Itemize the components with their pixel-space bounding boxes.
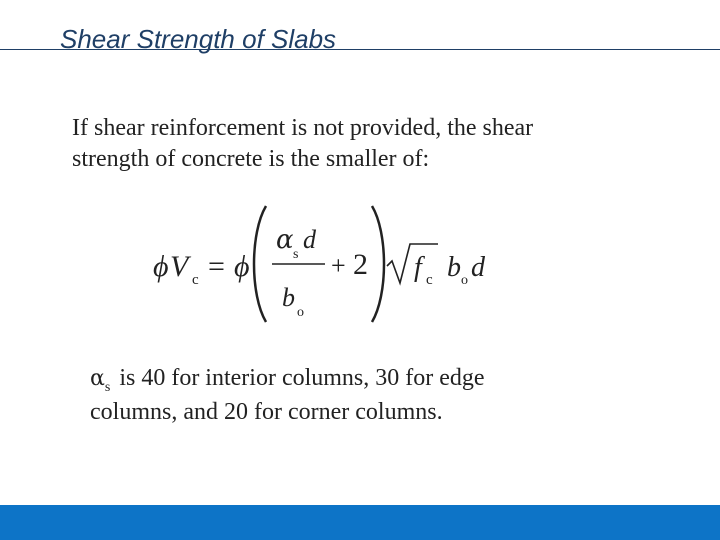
two-number: 2 bbox=[353, 248, 368, 281]
intro-line-2: strength of concrete is the smaller of: bbox=[72, 146, 430, 172]
right-paren bbox=[372, 206, 384, 322]
alpha-note bbox=[90, 363, 630, 428]
s-subscript-note: s bbox=[104, 380, 111, 395]
b-denominator: b bbox=[282, 283, 295, 312]
note-line-1-text: is 40 for interior columns, 30 for edge bbox=[113, 365, 485, 391]
slide-title: Shear Strength of Slabs bbox=[60, 24, 337, 54]
s-subscript: s bbox=[293, 247, 299, 262]
equals-sign: = bbox=[208, 250, 225, 283]
o-subscript-2: o bbox=[461, 273, 468, 288]
v-symbol: V bbox=[170, 250, 189, 283]
d-symbol: d bbox=[303, 225, 316, 254]
plus-sign: + bbox=[331, 251, 346, 280]
phi-symbol-2: ϕ bbox=[234, 250, 250, 283]
title-underline bbox=[0, 49, 720, 50]
intro-line-1: If shear reinforcement is not provided, the shear bbox=[72, 115, 534, 141]
f-symbol: f bbox=[414, 252, 422, 283]
phi-symbol: ϕ bbox=[153, 250, 169, 283]
alpha-symbol: α bbox=[276, 225, 294, 255]
d-symbol-2: d bbox=[471, 252, 485, 283]
shear-strength-formula bbox=[150, 198, 510, 328]
alpha-symbol-note: α bbox=[90, 366, 105, 391]
left-paren bbox=[254, 206, 266, 322]
footer-bar bbox=[0, 505, 720, 540]
note-line-1 bbox=[90, 363, 630, 397]
c-subscript: c bbox=[192, 272, 199, 288]
b-symbol: b bbox=[447, 252, 461, 283]
intro-text bbox=[72, 113, 672, 175]
note-line-2: columns, and 20 for corner columns. bbox=[90, 399, 443, 425]
o-subscript: o bbox=[297, 305, 304, 320]
c-subscript-2: c bbox=[426, 272, 433, 288]
